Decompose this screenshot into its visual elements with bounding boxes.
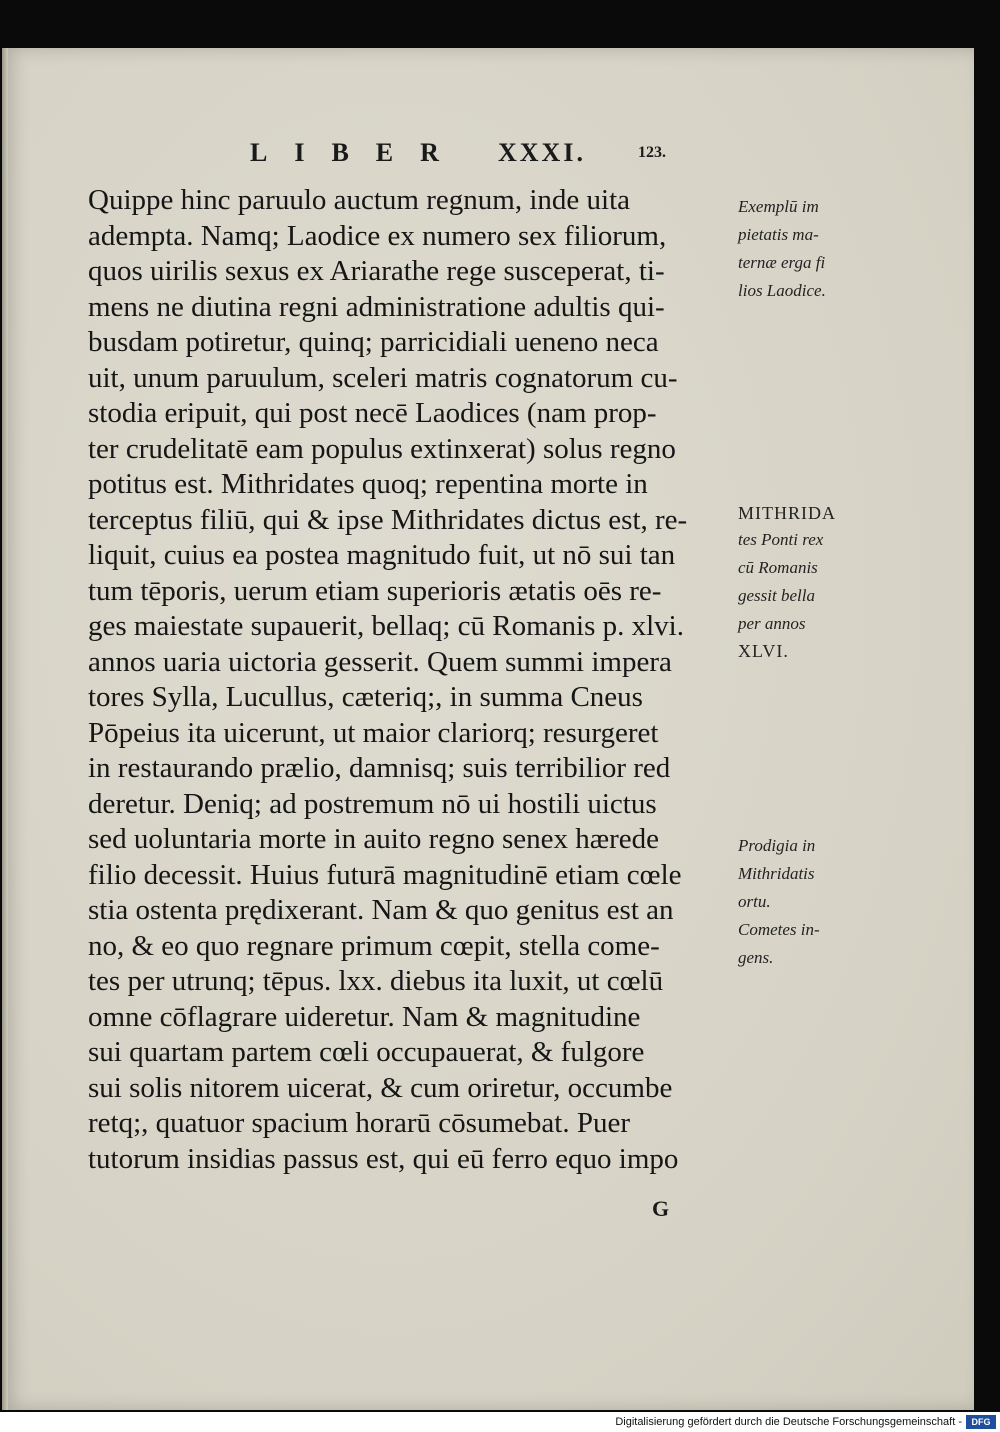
note-line: XLVI. <box>738 641 789 661</box>
dfg-logo[interactable]: DFG <box>966 1415 996 1429</box>
text-line: Quippe hinc paruulo auctum regnum, inde uita <box>88 184 630 216</box>
main-text-block <box>88 183 728 1177</box>
text-line: filio decessit. Huius futurā magnitudinē etiam cœle <box>88 858 682 891</box>
text-line: adempta. Namq; Laodice ex numero sex filiorum, <box>88 219 667 252</box>
text-line: mens ne diutina regni administratione adultis qui- <box>88 290 665 323</box>
note-line: MITHRIDA <box>738 503 836 523</box>
note-line: per annos <box>738 614 806 633</box>
note-line: gessit bella <box>738 586 815 605</box>
marginal-note-mithridates <box>738 500 873 664</box>
text-line: Pōpeius ita uicerunt, ut maior clariorq; resurgeret <box>88 716 659 749</box>
text-line: quos uirilis sexus ex Ariarathe rege susceperat, ti- <box>88 255 665 287</box>
note-line: ortu. <box>738 892 771 911</box>
footer-bar <box>0 1412 1000 1432</box>
text-line: tores Sylla, Lucullus, cæteriq;, in summa Cneus <box>88 681 643 713</box>
text-line: terceptus filiū, qui & ipse Mithridates dictus est, re- <box>88 503 688 536</box>
note-line: Prodigia in <box>738 836 816 855</box>
folio-number: 123. <box>638 144 666 161</box>
text-line: omne cōflagrare uideretur. Nam & magnitudine <box>88 1000 641 1033</box>
text-line: deretur. Deniq; ad postremum nō ui hostili uictus <box>88 787 657 820</box>
text-line: stia ostenta prędixerant. Nam & quo genitus est an <box>88 894 674 926</box>
text-line: ges maiestate supauerit, bellaq; cū Romanis p. xlvi. <box>88 610 684 642</box>
note-line: cū Romanis <box>738 558 818 577</box>
note-line: Cometes in- <box>738 920 820 939</box>
text-line: tum tēporis, uerum etiam superioris ætatis oēs re- <box>88 574 662 607</box>
text-line: uit, unum paruulum, sceleri matris cognatorum cu- <box>88 361 678 394</box>
text-line: annos uaria uictoria gesserit. Quem summi impera <box>88 645 672 678</box>
marginal-note-impiety <box>738 193 873 305</box>
text-line: no, & eo quo regnare primum cœpit, stella come- <box>88 929 660 962</box>
header-liber: LIBER <box>250 138 466 167</box>
note-line: ternæ erga fi <box>738 253 826 272</box>
note-line: Mithridatis <box>738 864 815 883</box>
text-line: tes per utrunq; tēpus. lxx. diebus ita luxit, ut cœlū <box>88 965 664 997</box>
funding-credit: Digitalisierung gefördert durch die Deutsche Forschungsgemeinschaft - <box>615 1416 962 1428</box>
text-line: stodia eripuit, qui post necē Laodices (nam prop- <box>88 397 657 429</box>
note-line: lios Laodice. <box>738 281 826 300</box>
text-line: sed uoluntaria morte in auito regno senex hærede <box>88 823 659 855</box>
text-line: tutorum insidias passus est, qui eū ferro equo impo <box>88 1142 679 1175</box>
text-line: potitus est. Mithridates quoq; repentina morte in <box>88 468 648 500</box>
signature-mark: G <box>652 1196 670 1221</box>
note-line: gens. <box>738 948 774 967</box>
text-line: busdam potiretur, quinq; parricidiali ueneno neca <box>88 326 659 358</box>
running-header <box>250 138 710 168</box>
marginal-note-prodigies <box>738 832 873 972</box>
text-line: sui quartam partem cœli occupauerat, & fulgore <box>88 1036 645 1068</box>
text-line: retq;, quatuor spacium horarū cōsumebat. Puer <box>88 1107 630 1139</box>
header-book-number: XXXI. <box>498 138 586 167</box>
text-line: liquit, cuius ea postea magnitudo fuit, ut nō sui tan <box>88 539 676 571</box>
text-line: ter crudelitatē eam populus extinxerat) solus regno <box>88 432 676 465</box>
note-line: Exemplū im <box>738 197 819 216</box>
note-line: tes Ponti rex <box>738 530 824 549</box>
text-line: sui solis nitorem uicerat, & cum oriretur, occumbe <box>88 1071 673 1104</box>
page-gutter-shadow <box>2 48 8 1410</box>
note-line: pietatis ma- <box>738 225 819 244</box>
text-line: in restaurando prælio, damnisq; suis terribilior red <box>88 752 671 784</box>
